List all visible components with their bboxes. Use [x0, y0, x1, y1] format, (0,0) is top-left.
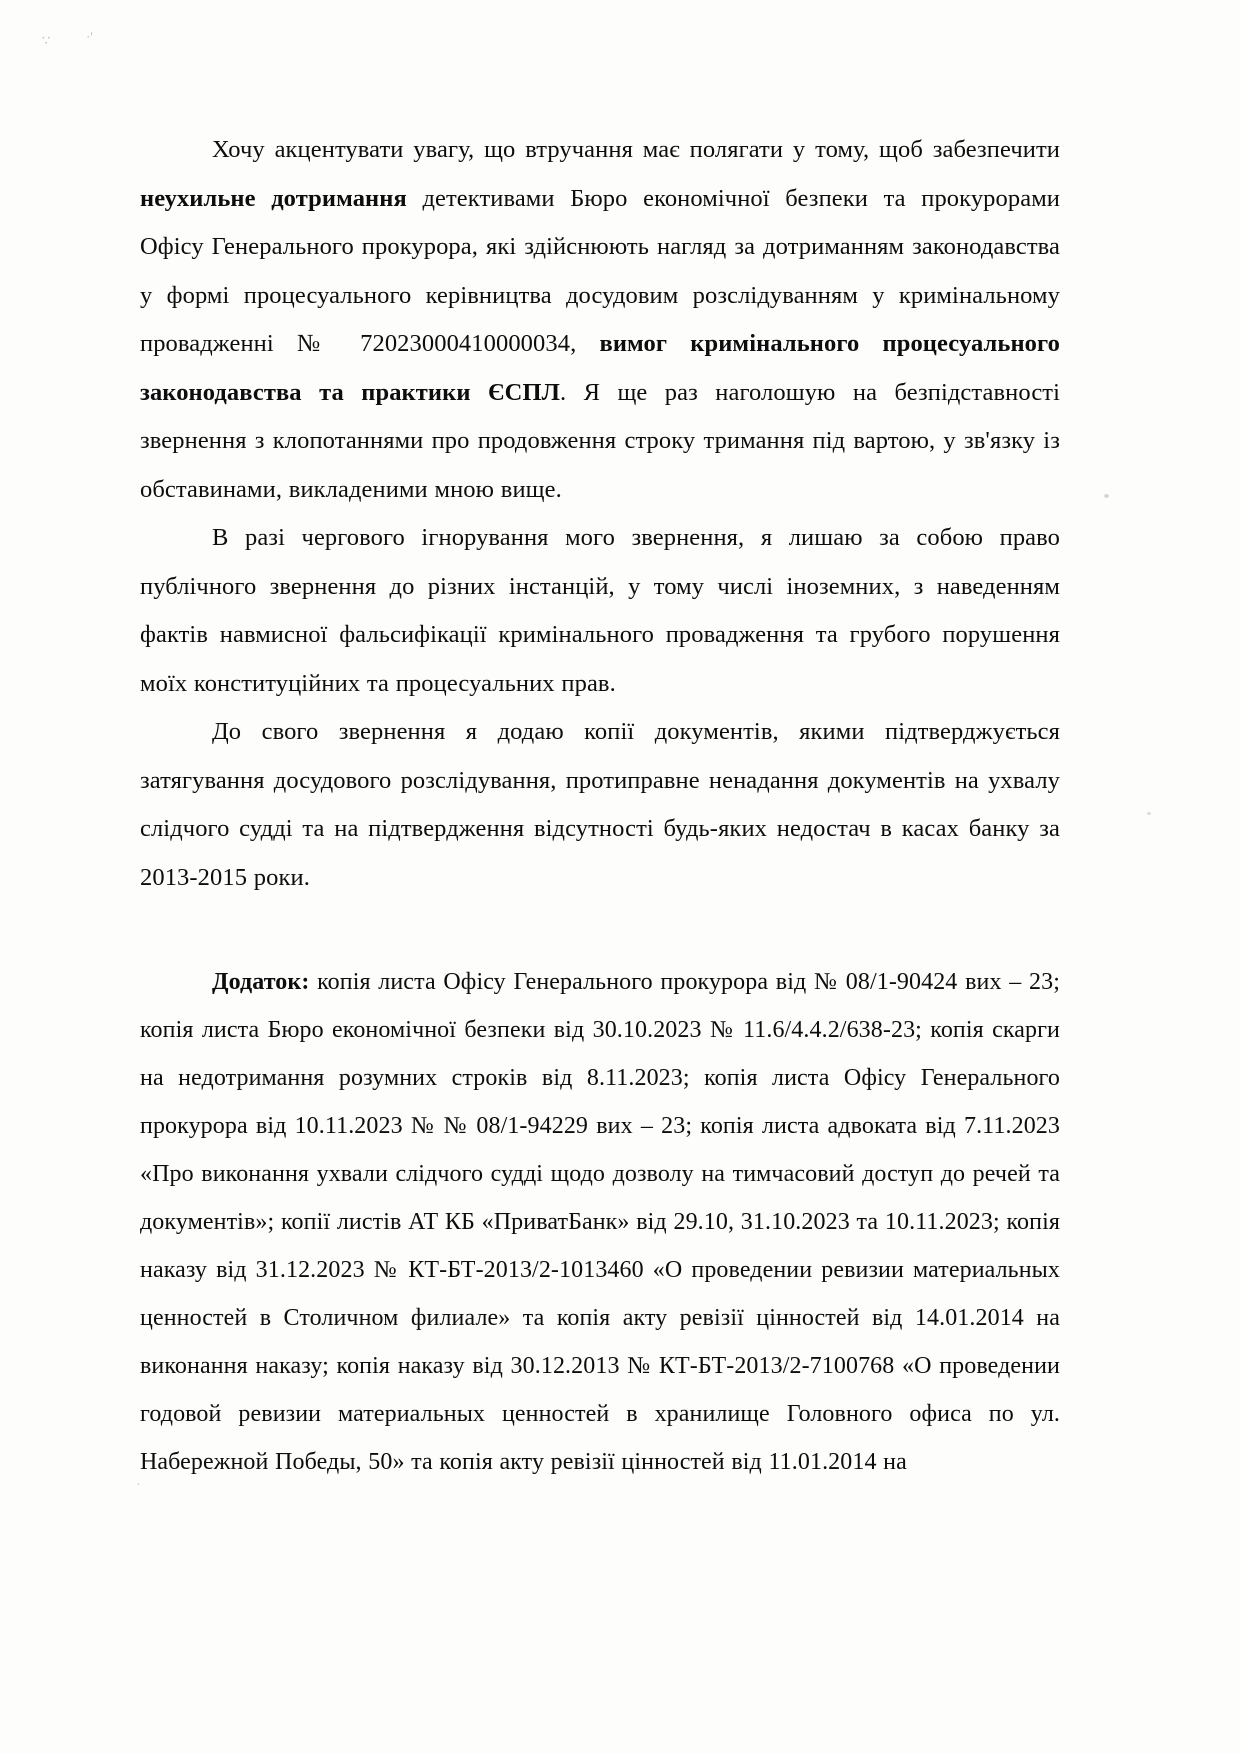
body-text-run: . Я ще раз наголошую на безпідставності звернення з клопотаннями про продовження строку тримання під вартою, у зв'язку із обставинами, викладеними мною вище.: [140, 378, 1061, 503]
emphasized-text: Додаток:: [212, 969, 310, 995]
body-text-run: Хочу акцентувати увагу, що втручання має полягати у тому, щоб забезпечити: [212, 136, 1060, 163]
scan-speck-icon: [1104, 494, 1109, 498]
emphasized-text: вимог кримінального процесуального законодавства та практики ЄСПЛ: [140, 330, 1060, 406]
body-text-run: копія листа Офісу Генерального прокурора від № 08/1-90424 вих – 23; копія листа Бюро економічної безпеки від 30.10.2023 № 11.6/4.4.2/638-23; копія скарги на недотримання розумних строків від 8.11.2023; копія листа Офісу Генерального прокурора від 10.11.2023 № № 08/1-94229 вих – 23; копія листа адвоката від 7.11.2023 «Про виконання ухвали слідчого судді щодо дозволу на тимчасовий доступ до речей та документів»; копії листів АТ КБ «ПриватБанк» від 29.10, 31.10.2023 та 10.11.2023; копія наказу від 31.12.2023 № КТ-БТ-2013/2-1013460 «О проведении ревизии материальных ценностей в Столичном филиале» та копія акту ревізії цінностей від 14.01.2014 на виконання наказу; копія наказу від 30.12.2013 № КТ-БТ-2013/2-7100768 «О проведении годовой ревизии материальных ценностей в хранилище Головного офиса по ул. Набережной Победы, 50» та копія акту ревізії цінностей від 11.01.2014 на: [140, 969, 1060, 1475]
paragraph-attachments: [140, 958, 1060, 1486]
paragraph-1: [140, 126, 1060, 514]
body-text-run: детективами Бюро економічної безпеки та прокурорами Офісу Генерального прокурора, які здійснюють нагляд за дотриманням законодавства у формі процесуального керівництва досудовим розслідуванням у кримінальному провадженні № 72023000410000034,: [140, 184, 1061, 357]
scan-speck-icon: ·: [136, 1478, 141, 1493]
paragraph-3: [140, 708, 1060, 902]
body-text-run: До свого звернення я додаю копії документів, якими підтверджується затягування досудового розслідування, протиправне ненадання документів на ухвалу слідчого судді та на підтвердження відсутності будь-яких недостач в касах банку за 2013-2015 роки.: [140, 718, 1060, 891]
paragraph-2: [140, 514, 1060, 708]
emphasized-text: неухильне дотримання: [140, 184, 407, 212]
document-body: [140, 126, 1060, 1486]
scan-speck-icon: ∵: [42, 33, 52, 48]
body-text-run: В разі чергового ігнорування мого звернення, я лишаю за собою право публічного звернення до різних інстанцій, у тому числі іноземних, з наведенням фактів навмисної фальсифікації кримінального провадження та грубого порушення моїх конституційних та процесуальних прав.: [140, 524, 1060, 697]
scan-speck-icon: [1147, 812, 1151, 815]
scan-speck-icon: ·': [86, 29, 93, 44]
